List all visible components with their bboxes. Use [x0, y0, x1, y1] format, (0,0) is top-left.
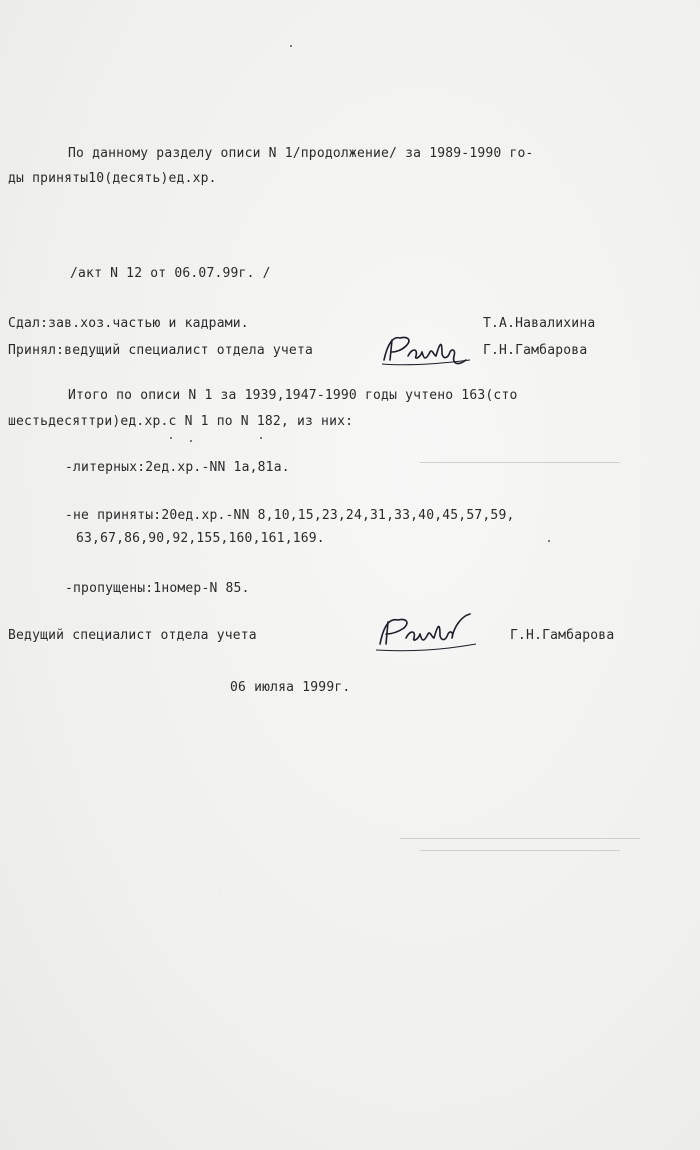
para1-line2: ды приняты10(десять)ед.хр. [8, 171, 217, 186]
signature-1-image [378, 330, 473, 370]
not-accepted-line1: -не приняты:20ед.хр.-NN 8,10,15,23,24,31,33,40,45,57,59, [65, 508, 515, 523]
handed-role: Сдал:зав.хоз.частью и кадрами. [8, 316, 249, 331]
speck [190, 440, 192, 442]
speck [548, 540, 550, 542]
signature-2-image [372, 610, 482, 655]
not-accepted-line2: 63,67,86,90,92,155,160,161,169. [76, 531, 325, 546]
speck [260, 437, 262, 439]
faint-line [420, 462, 620, 463]
received-name: Г.Н.Гамбарова [483, 343, 588, 358]
signer-role: Ведущий специалист отдела учета [8, 628, 257, 643]
faint-line [420, 850, 620, 851]
para1-line1: По данному разделу описи N 1/продолжение/ за 1989-1990 го- [68, 146, 534, 161]
skipped-line: -пропущены:1номер-N 85. [65, 581, 250, 596]
act-line: /акт N 12 от 06.07.99г. / [70, 266, 271, 281]
litera-line: -литерных:2ед.хр.-NN 1а,81а. [65, 460, 290, 475]
speck [290, 45, 292, 47]
total-line2: шестьдесяттри)ед.хр.с N 1 по N 182, из них: [8, 414, 354, 429]
signer-name: Г.Н.Гамбарова [510, 628, 615, 643]
date-line: 06 июляа 1999г. [230, 680, 351, 695]
handed-name: Т.А.Навалихина [483, 316, 596, 331]
faint-line [400, 838, 640, 839]
total-line1: Итого по описи N 1 за 1939,1947-1990 годы учтено 163(сто [68, 388, 518, 403]
speck [170, 437, 172, 439]
received-role: Принял:ведущий специалист отдела учета [8, 343, 314, 358]
